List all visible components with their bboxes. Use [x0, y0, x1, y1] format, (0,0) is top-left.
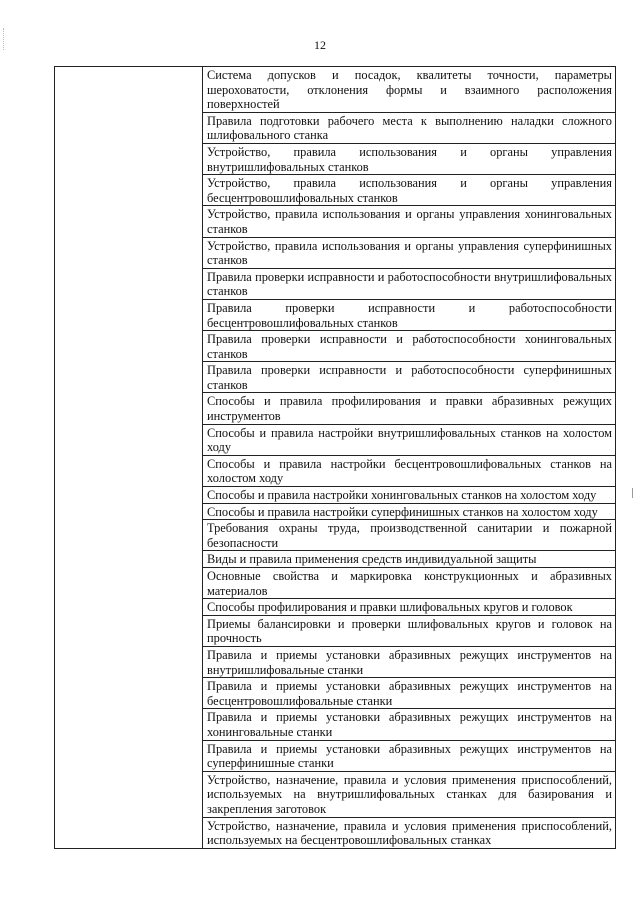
table-cell-text: Способы и правила настройки внутришлифовальных станков на холостом ходу — [207, 425, 612, 455]
table-cell — [203, 551, 616, 568]
table-cell — [203, 362, 616, 393]
table-cell-text: Правила проверки исправности и работоспособности хонинговальных станков — [207, 332, 612, 361]
table-cell — [203, 268, 616, 299]
table-cell — [203, 112, 616, 143]
table-cell-text: Устройство, назначение, правила и условия применения приспособлений, используемых на внутришлифовальных станках для базирования и закрепления заготовок — [207, 772, 612, 816]
table-cell — [203, 646, 616, 677]
table-cell — [203, 740, 616, 771]
table-cell — [203, 67, 616, 113]
table-cell-text: Устройство, правила использования и органы управления бесцентровошлифовальных станков — [207, 176, 612, 205]
table-cell — [203, 568, 616, 599]
table-cell-text: Способы и правила настройки хонинговальных станков на холостом ходу — [207, 488, 597, 503]
table-cell — [203, 455, 616, 486]
table-cell-text: Способы и правила профилирования и правки абразивных режущих инструментов — [207, 394, 612, 424]
table-left-column-cell — [55, 67, 203, 849]
table-cell — [203, 299, 616, 330]
table-cell-text: Способы профилирования и правки шлифовальных кругов и головок — [207, 600, 573, 615]
table-cell-text: Виды и правила применения средств индивидуальной защиты — [207, 552, 537, 567]
table-cell — [203, 206, 616, 237]
table-cell — [203, 487, 616, 504]
table-cell-text: Правила и приемы установки абразивных режущих инструментов на внутришлифовальные станки — [207, 647, 612, 677]
table-cell-text: Правила проверки исправности и работоспособности суперфинишных станков — [207, 363, 612, 392]
table-cell — [203, 709, 616, 740]
table-cell — [203, 331, 616, 362]
table-cell — [203, 771, 616, 817]
table-cell-text: Приемы балансировки и проверки шлифовальных кругов и головок на прочность — [207, 616, 612, 646]
table-cell-text: Способы и правила настройки суперфинишных станков на холостом ходу — [207, 504, 598, 519]
page-number: 12 — [314, 38, 326, 52]
table-cell-text: Правила проверки исправности и работоспособности бесцентровошлифовальных станков — [207, 300, 612, 330]
table-cell — [203, 599, 616, 616]
table-cell-text: Правила и приемы установки абразивных режущих инструментов на суперфинишные станки — [207, 741, 612, 771]
table-cell — [203, 520, 616, 551]
table-cell-text: Устройство, правила использования и органы управления суперфинишных станков — [207, 238, 612, 268]
table-cell-text: Способы и правила настройки бесцентровошлифовальных станков на холостом ходу — [207, 456, 612, 486]
table-cell — [203, 237, 616, 268]
table-cell-text: Система допусков и посадок, квалитеты точности, параметры шероховатости, отклонения формы и взаимного расположения поверхностей — [207, 68, 612, 112]
table-cell-text: Устройство, назначение, правила и условия применения приспособлений, используемых на бесцентровошлифовальных станках — [207, 818, 612, 848]
table-cell-text: Правила проверки исправности и работоспособности внутришлифовальных станков — [207, 269, 612, 299]
table-cell — [203, 503, 616, 520]
table-cell-text: Правила и приемы установки абразивных режущих инструментов на хонинговальные станки — [207, 710, 612, 739]
table-row — [55, 67, 616, 113]
table-cell — [203, 615, 616, 646]
table-cell — [203, 424, 616, 455]
table-cell-text: Правила и приемы установки абразивных режущих инструментов на бесцентровошлифовальные станки — [207, 679, 612, 708]
scan-margin-mark — [632, 488, 633, 498]
table-cell — [203, 143, 616, 174]
table-cell — [203, 393, 616, 424]
table-cell — [203, 817, 616, 848]
table-cell — [203, 175, 616, 206]
requirements-table — [54, 66, 616, 849]
table-cell-text: Устройство, правила использования и органы управления хонинговальных станков — [207, 207, 612, 236]
table-cell — [203, 678, 616, 709]
table-cell-text: Устройство, правила использования и органы управления внутришлифовальных станков — [207, 144, 612, 174]
table-cell-text: Правила подготовки рабочего места к выполнению наладки сложного шлифовального станка — [207, 113, 612, 143]
table-cell-text: Основные свойства и маркировка конструкционных и абразивных материалов — [207, 569, 612, 598]
table-cell-text: Требования охраны труда, производственной санитарии и пожарной безопасности — [207, 521, 612, 550]
requirements-table-body — [55, 67, 616, 849]
